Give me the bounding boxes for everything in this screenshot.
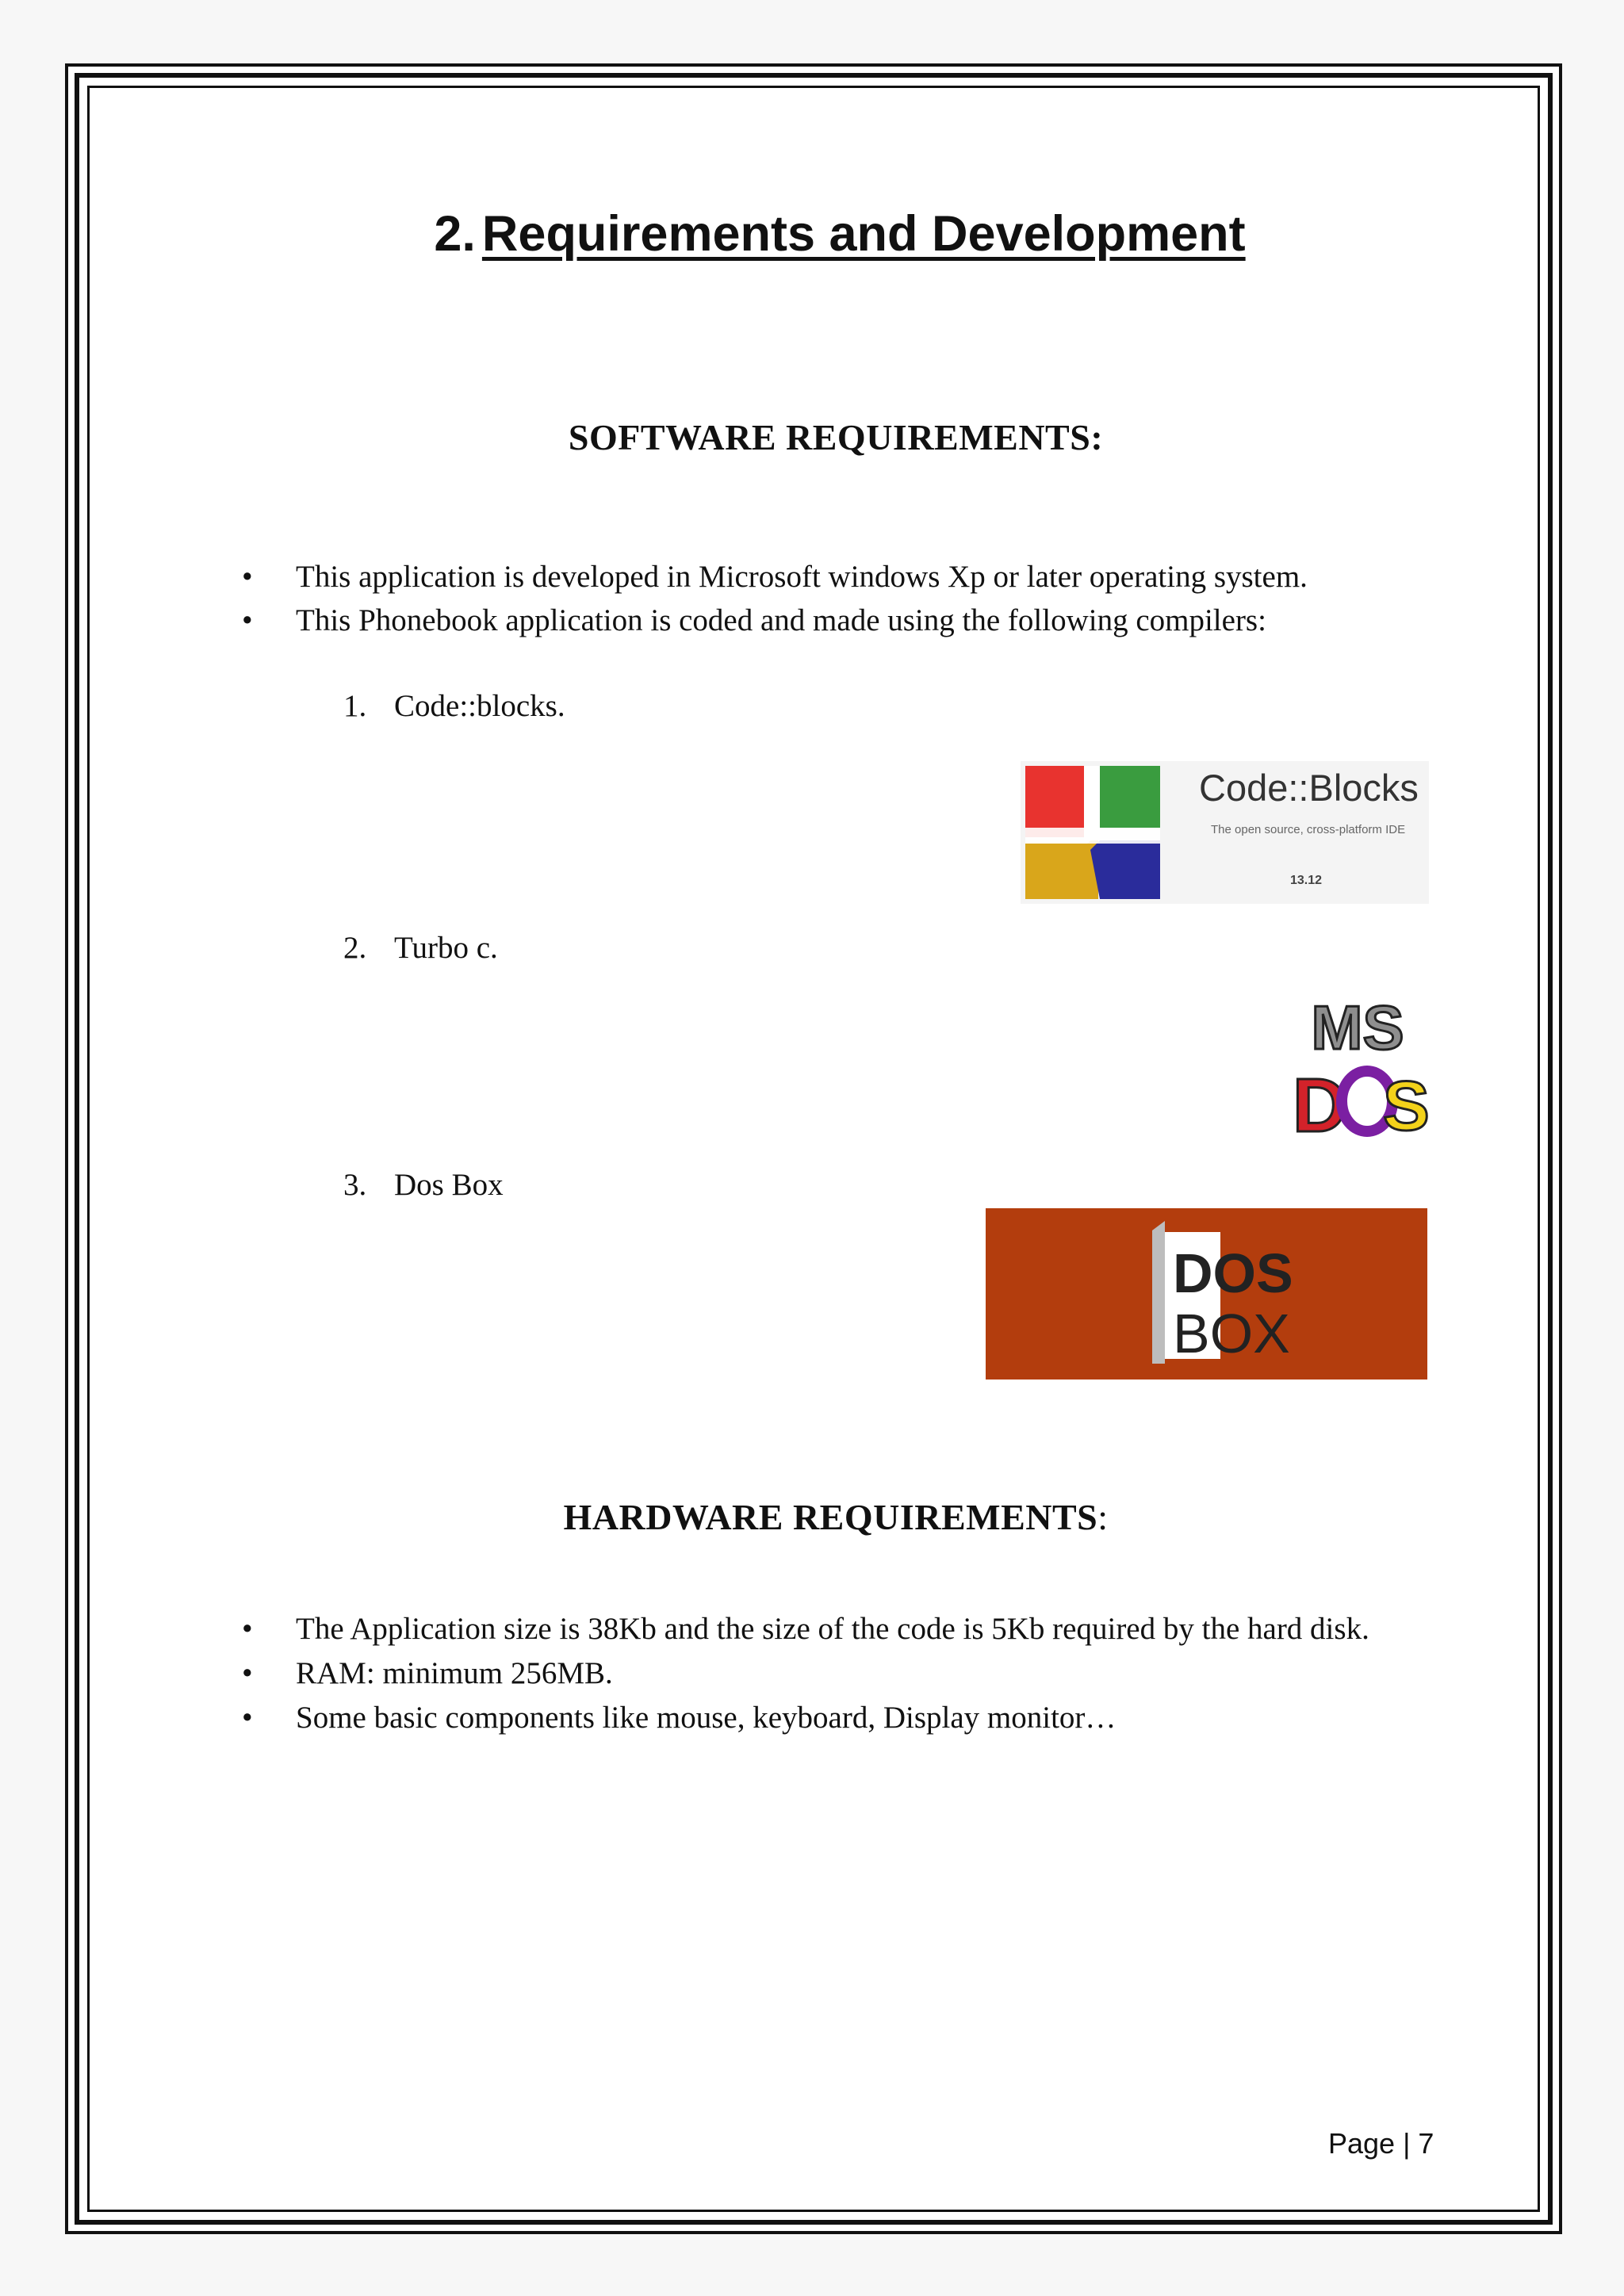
list-item: • This Phonebook application is coded and made using the following compilers:	[242, 603, 1266, 637]
page-number: Page | 7	[1328, 2127, 1434, 2160]
dosbox-word-dos: DOS	[1173, 1242, 1293, 1304]
dosbox-logo	[986, 1208, 1427, 1380]
section-number: 2.	[434, 206, 476, 262]
compiler-item-turbo-c: 2. Turbo c.	[343, 931, 498, 965]
section-title: Requirements and Development	[481, 206, 1246, 262]
msdos-icon	[1289, 995, 1431, 1138]
dosbox-icon	[986, 1208, 1427, 1380]
list-item: • This application is developed in Microsoft windows Xp or later operating system.	[242, 560, 1308, 594]
list-item: • RAM: minimum 256MB.	[242, 1656, 613, 1690]
list-item: • Some basic components like mouse, keyboard, Display monitor…	[242, 1701, 1116, 1735]
msdos-letter-d: D	[1293, 1063, 1348, 1138]
compiler-item-dosbox: 3. Dos Box	[343, 1168, 504, 1202]
dosbox-word-box: BOX	[1173, 1303, 1290, 1364]
codeblocks-logo: Code::Blocks The open source, cross-platform IDE 13.12	[1021, 761, 1429, 904]
hardware-requirements-heading: HARDWARE REQUIREMENTS:	[563, 1497, 1109, 1537]
page-border	[65, 63, 1562, 2234]
compiler-item-codeblocks: 1. Code::blocks.	[343, 689, 565, 723]
msdos-logo	[1289, 995, 1431, 1138]
msdos-letter-s: S	[1383, 1066, 1430, 1138]
software-requirements-heading: SOFTWARE REQUIREMENTS:	[568, 417, 1104, 457]
msdos-letters-ms: MS	[1311, 995, 1404, 1062]
list-item: • The Application size is 38Kb and the size of the code is 5Kb required by the hard disk.	[242, 1612, 1369, 1646]
page-title	[0, 202, 1624, 266]
